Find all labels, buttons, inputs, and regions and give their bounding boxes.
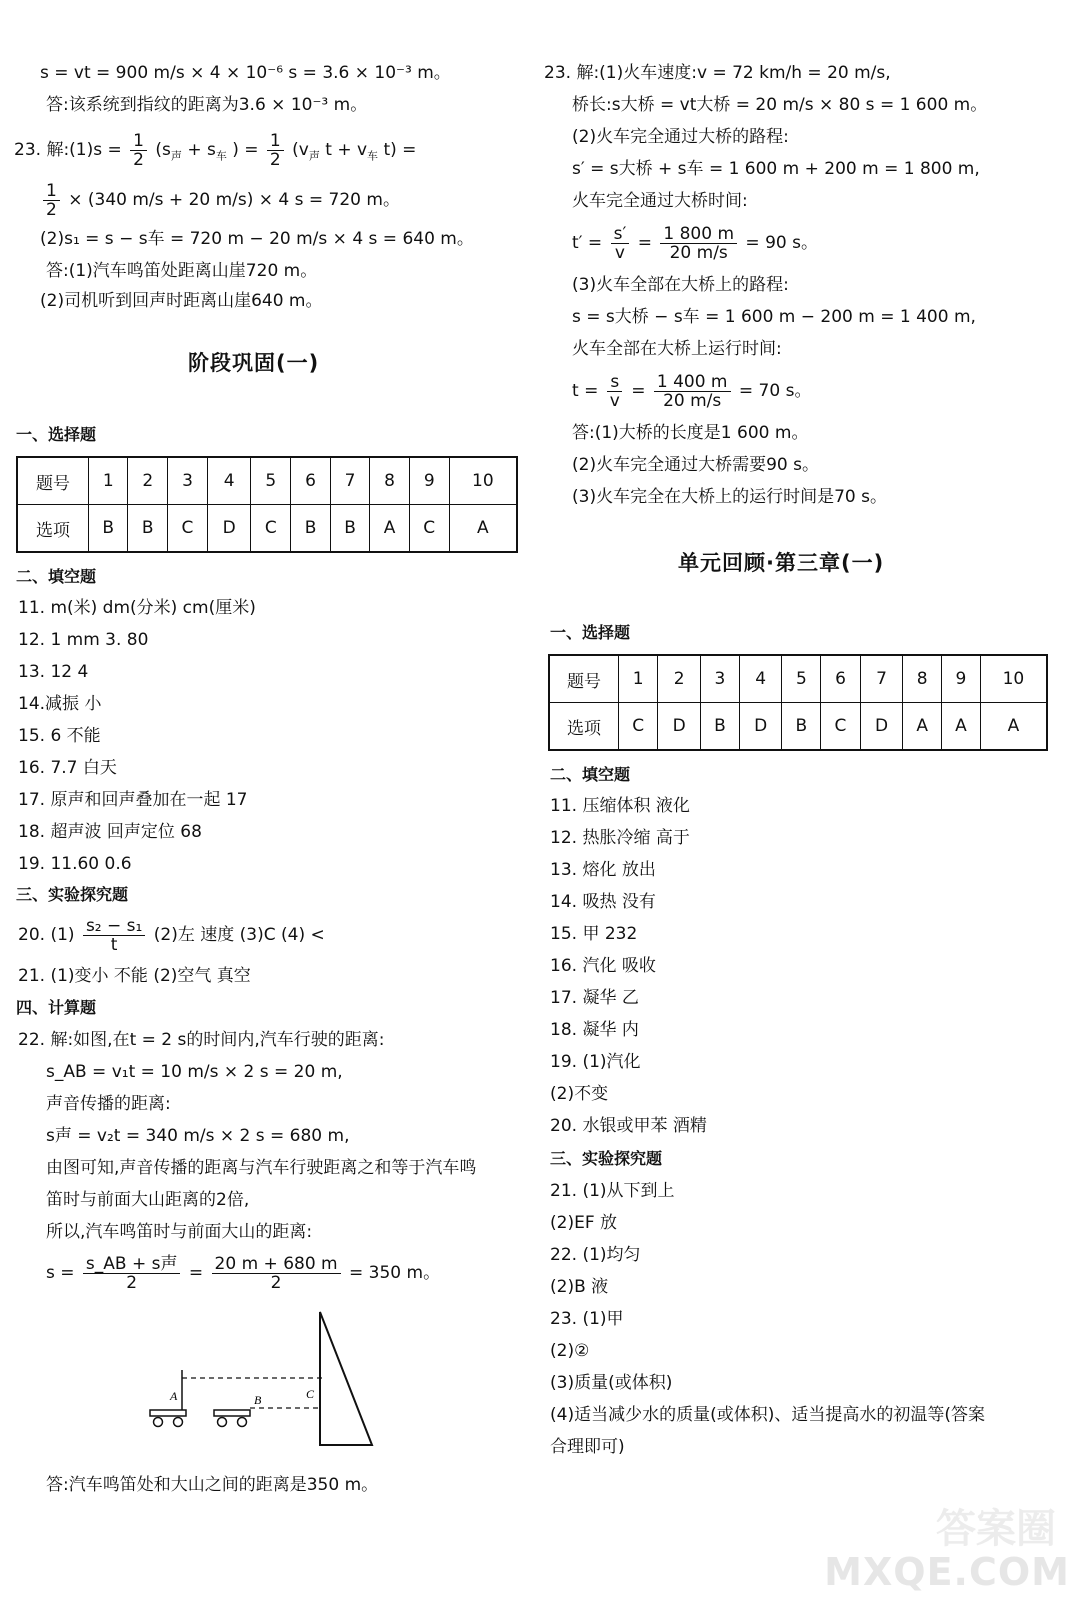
list-item: 20. 水银或甲苯 酒精 [550,1116,707,1136]
formula-part: = [631,381,646,401]
text-line: 笛时与前面大山距离的2倍, [46,1190,250,1210]
table-cell: C [619,703,658,751]
table-cell: 2 [128,457,167,505]
fraction-denominator: 2 [126,1272,138,1293]
fraction-numerator: s [607,373,622,392]
list-item: 16. 汽化 吸收 [550,956,656,976]
fraction-speed [83,917,145,954]
table-cell: 9 [942,655,981,703]
table-cell: 1 [89,457,128,505]
car-echo-figure [140,1310,390,1460]
table-cell: D [208,505,251,553]
table-cell: 9 [409,457,449,505]
formula-part: = 90 s。 [745,233,818,253]
table-cell: 5 [782,655,821,703]
text-line: 答:(1)汽车鸣笛处距离山崖720 m。 [46,261,318,281]
table-cell: 4 [739,655,782,703]
table-cell: 10 [980,655,1047,703]
text-line: s_AB = v₁t = 10 m/s × 2 s = 20 m, [46,1062,343,1082]
section-title: 阶段巩固(一) [188,351,320,375]
table-cell: 7 [330,457,369,505]
table-cell: 10 [449,457,517,505]
table-cell: A [903,703,942,751]
wheel-icon [218,1418,227,1427]
table-cell: A [370,505,409,553]
formula-part: (s [155,140,171,160]
section-heading: 三、实验探究题 [550,1149,663,1168]
text-line: 由图可知,声音传播的距离与汽车行驶距离之和等于汽车鸣 [46,1158,477,1178]
formula-t2 [572,368,811,414]
formula-part: ) = [232,140,259,160]
text-line: 答:汽车鸣笛处和大山之间的距离是350 m。 [46,1475,379,1495]
fraction-denominator: t [110,934,118,955]
table-cell: D [739,703,782,751]
section-title: 单元回顾·第三章(一) [678,551,885,575]
formula-part: (2)左 速度 (3)C (4) < [153,925,325,945]
table-cell: 8 [903,655,942,703]
wheel-icon [174,1418,183,1427]
table-cell: 3 [701,655,740,703]
car-body-end [214,1410,250,1416]
table-cell: A [449,505,517,553]
label-B: B [254,1393,262,1407]
text-line: s′ = s大桥 + s车 = 1 600 m + 200 m = 1 800 m, [572,159,980,179]
table-cell: C [167,505,207,553]
table-cell: 7 [860,655,903,703]
formula-part: = 350 m。 [349,1263,441,1283]
table-cell: A [942,703,981,751]
text-line: 火车全部在大桥上运行时间: [572,339,782,359]
section-heading: 一、选择题 [550,623,631,642]
wheel-icon [154,1418,163,1427]
fraction [611,225,630,262]
section-heading: 三、实验探究题 [16,885,129,904]
fraction-half: $\frac{1}{2}$ [267,132,284,169]
fraction-numerator: 1 400 m [654,373,731,392]
table-header-cell: 选项 [17,505,89,553]
table-cell: D [860,703,903,751]
table-cell: B [782,703,821,751]
list-item: 16. 7.7 白天 [18,758,117,778]
text-line: 所以,汽车鸣笛时与前面大山的距离: [46,1222,313,1242]
fraction-denominator: 2 [270,1272,282,1293]
list-item: 22. (1)均匀 [550,1245,641,1265]
list-item: (2)不变 [550,1084,609,1104]
formula-part: 23. 解:(1)s = [14,140,122,160]
table-header-cell: 题号 [17,457,89,505]
list-item: 11. m(米) dm(分米) cm(厘米) [18,598,256,618]
list-item: 11. 压缩体积 液化 [550,796,690,816]
text-line: s = s大桥 − s车 = 1 600 m − 200 m = 1 400 m, [572,307,976,327]
label-A: A [170,1389,178,1403]
list-item: 12. 1 mm 3. 80 [18,630,149,650]
watermark-logo: 答案圈 [936,1506,1056,1552]
formula-part: = [637,233,652,253]
fraction-distance [212,1255,341,1292]
text-line: s = vt = 900 m/s × 4 × 10⁻⁶ s = 3.6 × 10⁻³ m。 [40,63,451,83]
list-item: (3)质量(或体积) [550,1373,673,1393]
formula-part: (v [292,140,309,160]
table-cell: B [128,505,167,553]
table-cell: D [658,703,701,751]
section-heading: 二、填空题 [16,567,97,586]
text-line: 23. 解:(1)火车速度:v = 72 km/h = 20 m/s, [544,63,891,83]
fraction [607,373,623,410]
fraction [660,225,737,262]
list-item: 23. (1)甲 [550,1309,624,1329]
fraction-half: $\frac{1}{2}$ [43,182,60,219]
fraction-denominator: 20 m/s [669,242,728,263]
section-heading: 四、计算题 [16,998,97,1017]
formula-part: = [188,1263,204,1283]
list-item: 18. 超声波 回声定位 68 [18,822,202,842]
list-item: 17. 凝华 乙 [550,988,639,1008]
table-cell: C [821,703,860,751]
list-item: 合理即可) [550,1437,625,1457]
table-cell: 1 [619,655,658,703]
table-cell: 6 [291,457,330,505]
list-item: (4)适当减少水的质量(或体积)、适当提高水的初温等(答案 [550,1405,985,1425]
list-item: 15. 甲 232 [550,924,638,944]
list-item: 15. 6 不能 [18,726,101,746]
formula-q22 [46,1250,440,1296]
list-item: 12. 热胀冷缩 高于 [550,828,690,848]
text-line: (3)火车全部在大桥上的路程: [572,275,789,295]
fraction-distance [83,1255,181,1292]
table-cell: C [251,505,291,553]
table-cell: C [409,505,449,553]
table-row [549,703,1047,751]
table-row [17,457,517,505]
formula-q23: 23. 解:(1)s = $\frac{1}{2}$ ($s_声 + s_车$ ) = $\frac{1}{2}$ ($v_声$ $t + v_车$ t) = [14,130,417,170]
fraction-numerator: s₂ − s₁ [83,917,145,936]
table-cell: A [980,703,1047,751]
table-cell: 2 [658,655,701,703]
table-cell: 8 [370,457,409,505]
list-item: (2)EF 放 [550,1213,618,1233]
formula-part: × (340 m/s + 20 m/s) × 4 s = 720 m。 [68,190,400,210]
answer-table [16,456,518,553]
mountain-shape [320,1312,372,1445]
fraction-denominator: 20 m/s [663,390,722,411]
table-row [17,505,517,553]
formula-part: t = [572,381,599,401]
fraction-numerator: 1 800 m [660,225,737,244]
fraction [654,373,731,410]
fraction-denominator: v [614,242,625,263]
table-cell: 4 [208,457,251,505]
formula-q23-line2 [40,180,400,220]
text-line: 22. 解:如图,在t = 2 s的时间内,汽车行驶的距离: [18,1030,385,1050]
list-item: 13. 12 4 [18,662,89,682]
text-line: (2)火车完全通过大桥需要90 s。 [572,455,819,475]
formula-part: = 70 s。 [738,381,812,401]
list-item: 21. (1)变小 不能 (2)空气 真空 [18,966,251,986]
list-item: 13. 熔化 放出 [550,860,656,880]
watermark-text: MXQE.COM [824,1550,1070,1594]
formula-part: 20. (1) [18,925,75,945]
text-line: s声 = v₂t = 340 m/s × 2 s = 680 m, [46,1126,350,1146]
list-item: 14. 吸热 没有 [550,892,656,912]
fraction-numerator: 20 m + 680 m [212,1255,341,1274]
text-line: 桥长:s大桥 = vt大桥 = 20 m/s × 80 s = 1 600 m。 [572,95,988,115]
text-line: 声音传播的距离: [46,1094,171,1114]
list-item: 19. 11.60 0.6 [18,854,132,874]
text-line: (2)司机听到回声时距离山崖640 m。 [40,291,323,311]
text-line: (2)s₁ = s − s车 = 720 m − 20 m/s × 4 s = 640 m。 [40,229,474,249]
list-item-q20 [18,915,325,955]
table-cell: B [330,505,369,553]
list-item: (2)② [550,1341,590,1361]
table-header-cell: 题号 [549,655,619,703]
list-item: (2)B 液 [550,1277,609,1297]
text-line: 答:该系统到指纹的距离为3.6 × 10⁻³ m。 [46,95,368,115]
formula-part: t′ = [572,233,603,253]
list-item: 19. (1)汽化 [550,1052,641,1072]
formula-part: + s [187,140,216,160]
formula-part: s = [46,1263,75,1283]
answer-table [548,654,1048,751]
formula-t1 [572,220,818,266]
list-item: 14.减振 小 [18,694,102,714]
table-cell: B [701,703,740,751]
text-line: 火车完全通过大桥时间: [572,191,748,211]
section-heading: 一、选择题 [16,425,97,444]
formula-part: t) = [383,140,417,160]
table-cell: B [291,505,330,553]
table-cell: B [89,505,128,553]
label-C: C [306,1387,315,1401]
table-cell: 3 [167,457,207,505]
formula-part: t + v [325,140,368,160]
fraction-numerator: s′ [611,225,630,244]
list-item: 17. 原声和回声叠加在一起 17 [18,790,248,810]
fraction-numerator: s_AB + s声 [83,1255,181,1274]
section-heading: 二、填空题 [550,765,631,784]
fraction-half: $\frac{1}{2}$ [130,132,147,169]
text-line: 答:(1)大桥的长度是1 600 m。 [572,423,809,443]
text-line: (2)火车完全通过大桥的路程: [572,127,789,147]
list-item: 18. 凝华 内 [550,1020,639,1040]
table-cell: 6 [821,655,860,703]
list-item: 21. (1)从下到上 [550,1181,675,1201]
car-body-start [150,1410,186,1416]
table-cell: 5 [251,457,291,505]
table-header-cell: 选项 [549,703,619,751]
table-row [549,655,1047,703]
fraction-denominator: v [609,390,620,411]
wheel-icon [238,1418,247,1427]
text-line: (3)火车完全在大桥上的运行时间是70 s。 [572,487,887,507]
